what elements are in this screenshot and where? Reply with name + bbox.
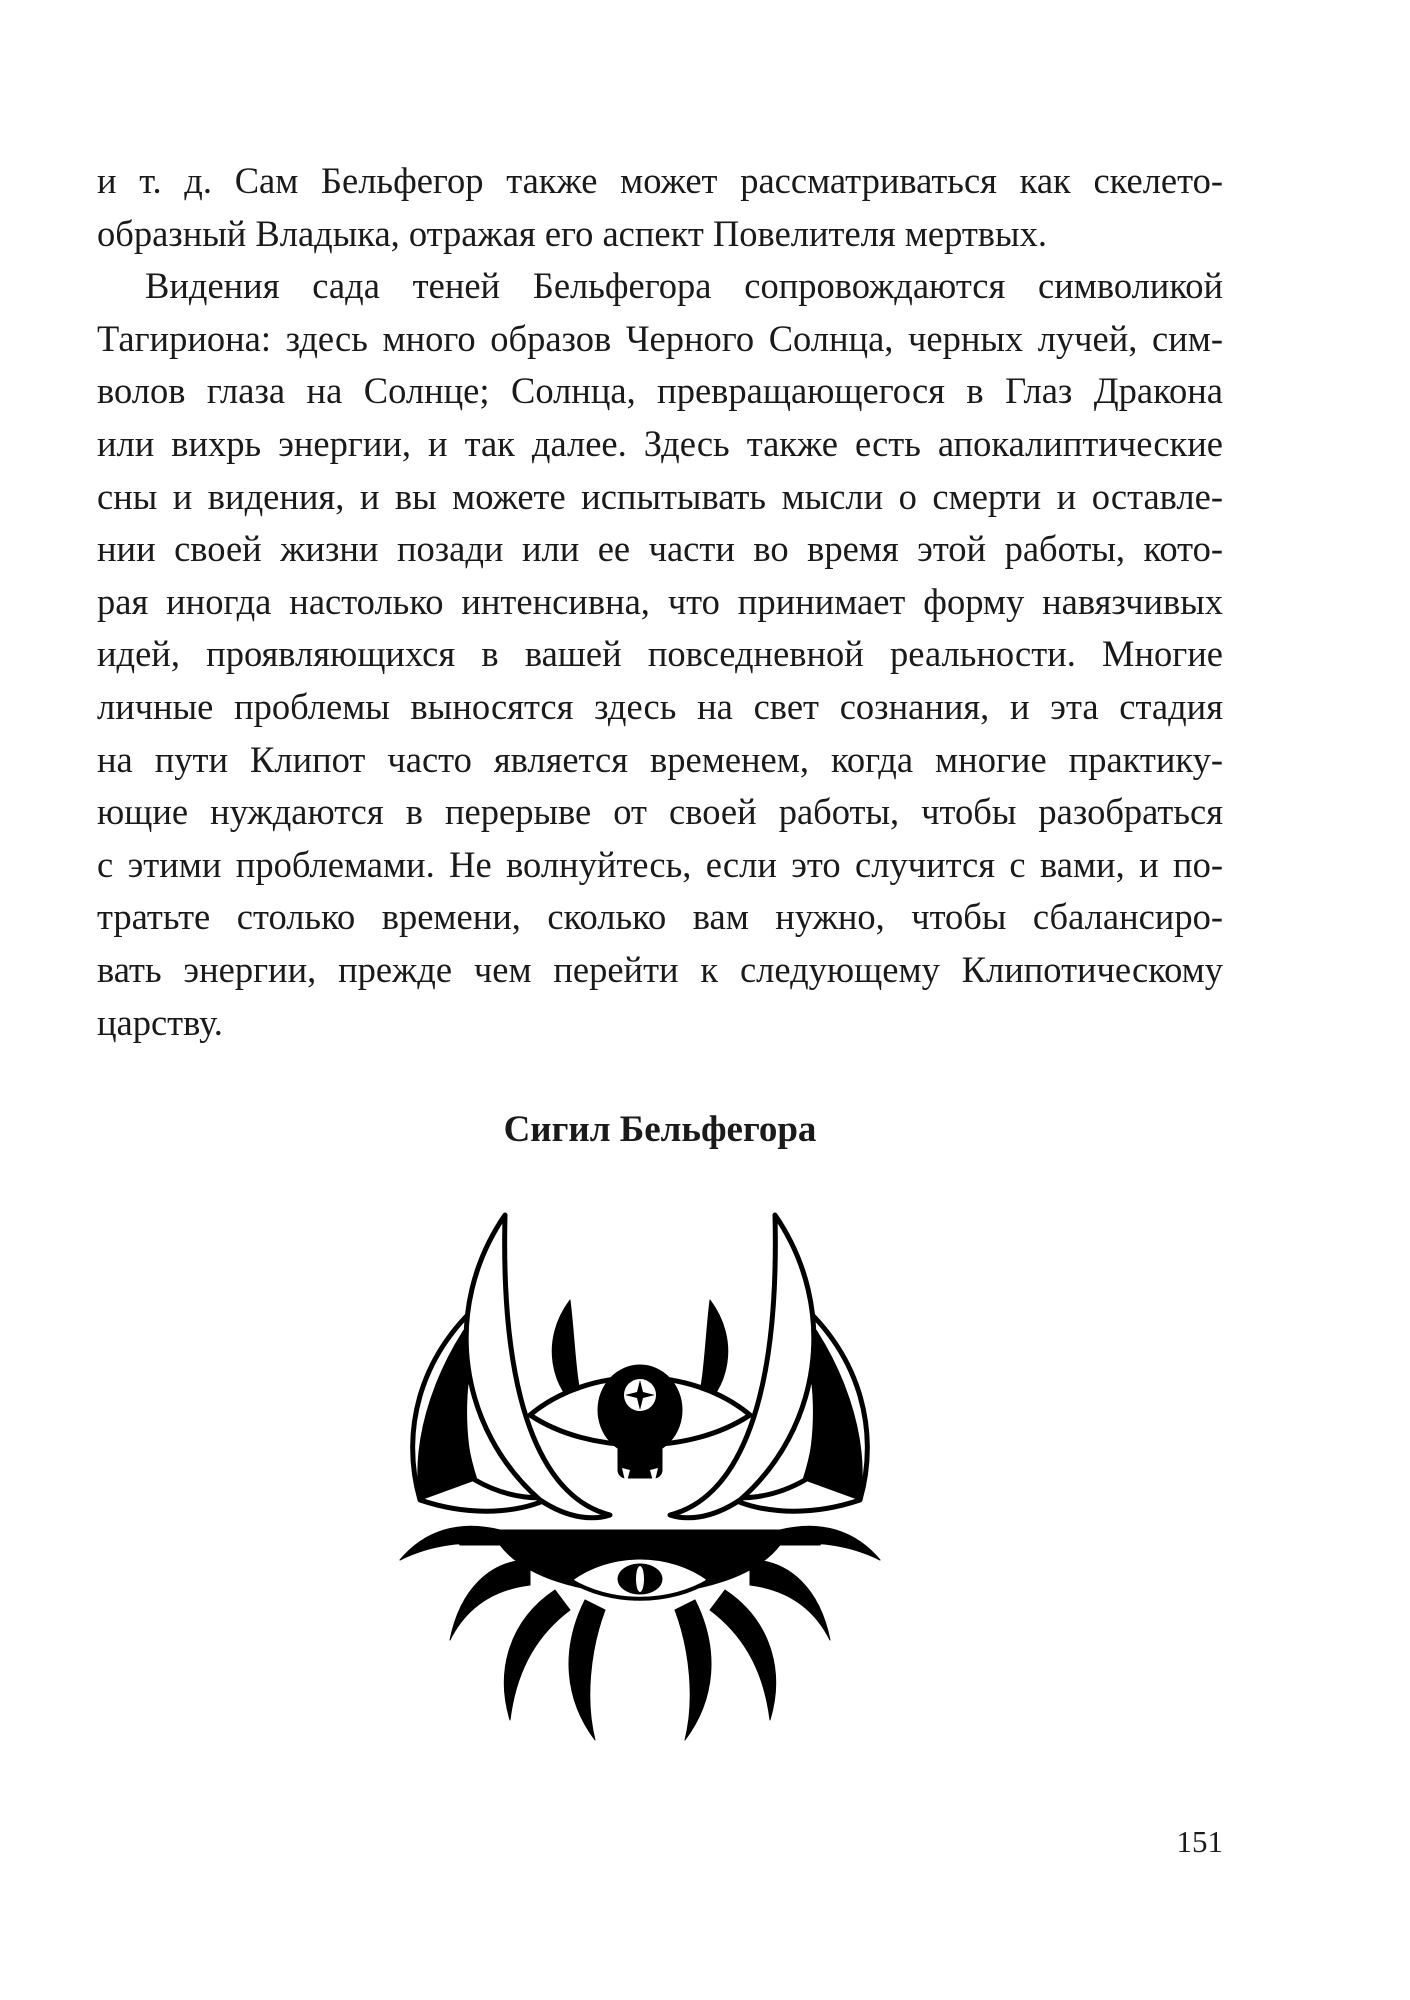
- sigil-title: Сигил Бельфегора: [503, 1109, 817, 1150]
- text-line: с этими проблемами. Не волнуйтесь, если это случится с вами, и по-: [97, 843, 1223, 885]
- text-line: ющие нуждаются в перерыве от своей работы, чтобы разобраться: [97, 791, 1223, 833]
- text-line: образный Владыка, отражая его аспект Повелителя мертвых.: [97, 212, 1047, 254]
- text-line: идей, проявляющихся в вашей повседневной реальности. Многие: [97, 633, 1223, 675]
- text-line: нии своей жизни позади или ее части во время этой работы, кото-: [97, 528, 1223, 570]
- text-line: и т. д. Сам Бельфегор также может рассматриваться как скелето-: [97, 160, 1223, 201]
- body-text: [97, 155, 1223, 1049]
- text-line: или вихрь энергии, и так далее. Здесь также есть апокалиптические: [97, 422, 1223, 464]
- text-line: Тагириона: здесь много образов Черного Солнца, черных лучей, сим-: [97, 317, 1223, 359]
- text-line: волов глаза на Солнце; Солнца, превращающегося в Глаз Дракона: [97, 370, 1223, 412]
- text-line: Видения сада теней Бельфегора сопровождаются символикой: [145, 265, 1223, 307]
- sigil-image: [380, 1200, 900, 1770]
- text-line: сны и видения, и вы можете испытывать мысли о смерти и оставле-: [97, 475, 1223, 517]
- text-line: рая иногда настолько интенсивна, что принимает форму навязчивых: [97, 580, 1223, 622]
- text-line: на пути Клипот часто является временем, когда многие практику-: [97, 738, 1223, 780]
- text-line: царству.: [97, 1001, 223, 1043]
- text-line: личные проблемы выносятся здесь на свет сознания, и эта стадия: [97, 685, 1223, 727]
- page-number: 151: [1176, 1824, 1223, 1859]
- text-line: тратьте столько времени, сколько вам нужно, чтобы сбалансиро-: [97, 896, 1223, 938]
- text-line: вать энергии, прежде чем перейти к следующему Клипотическому: [97, 948, 1223, 990]
